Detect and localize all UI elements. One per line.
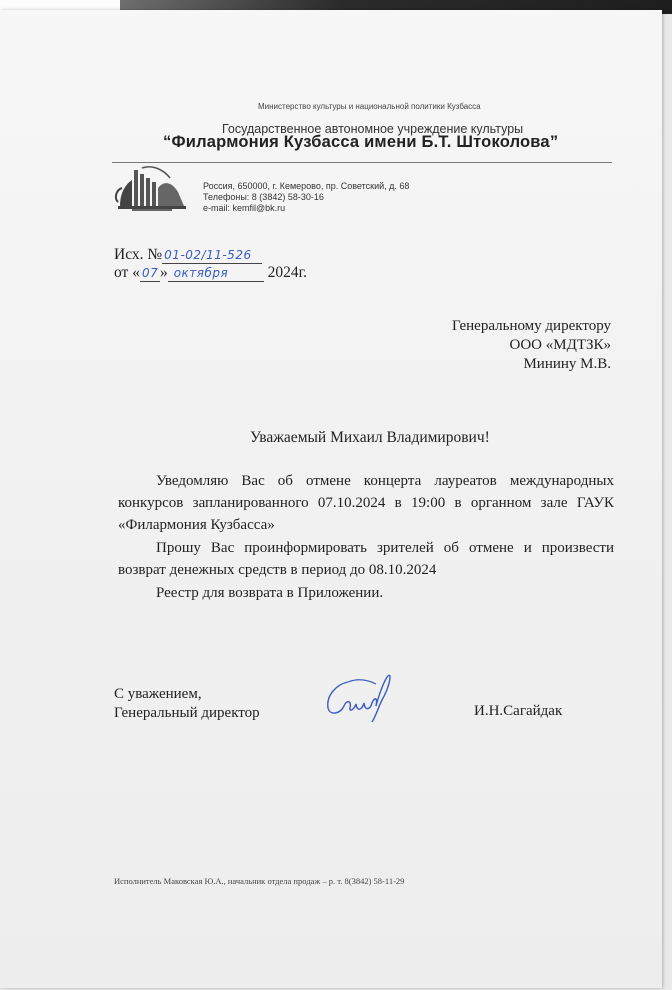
body-paragraph: Прошу Вас проинформировать зрителей об отмене и произвести возврат денежных средств в период до 08.10.2024 xyxy=(118,540,614,578)
signature-icon xyxy=(318,670,398,725)
email-line: e-mail: kemfil@bk.ru xyxy=(203,203,286,213)
outgoing-number-field xyxy=(162,246,262,264)
body-paragraph: Уведомляю Вас об отмене концерта лауреатов международных конкурсов запланированного 07.10.2024 в 19:00 в органном зале ГАУК «Филармония Кузбасса» xyxy=(118,473,614,533)
outgoing-number-label: Исх. № xyxy=(114,246,163,263)
date-year-label: 2024г. xyxy=(267,264,308,281)
address-line: Россия, 650000, г. Кемерово, пр. Советский, д. 68 xyxy=(203,181,410,191)
date-month-field xyxy=(168,264,264,282)
addressee-block xyxy=(452,317,611,374)
signer-name: И.Н.Сагайдак xyxy=(474,703,563,719)
closing-position: Генеральный директор xyxy=(114,705,260,721)
organization-name: “Филармония Кузбасса имени Б.Т. Штоколова” xyxy=(163,133,559,151)
addressee-company: ООО «МДТЗК» xyxy=(509,337,611,353)
outgoing-number-row xyxy=(114,246,307,264)
date-day-field xyxy=(140,264,160,282)
date-day-handwritten: 07 xyxy=(141,266,159,280)
reference-block xyxy=(114,246,307,282)
addressee-position: Генеральному директору xyxy=(451,318,611,334)
closing-block xyxy=(114,685,260,723)
address-block xyxy=(203,181,409,214)
executor-line: Исполнитель Маковская Ю.А., начальник отдела продаж – р. т. 8(3842) 58-11-29 xyxy=(114,876,405,886)
date-month-handwritten: октября xyxy=(173,266,229,280)
ministry-line: Министерство культуры и национальной политики Кузбасса xyxy=(258,102,481,111)
letter-greeting: Уважаемый Михаил Владимирович! xyxy=(250,429,490,446)
body-paragraph: Реестр для возврата в Приложении. xyxy=(156,585,384,601)
closing-regards: С уважением, xyxy=(114,686,202,702)
letter-sheet xyxy=(0,10,662,988)
letter-body xyxy=(118,470,614,604)
phone-line: Телефоны: 8 (3842) 58-30-16 xyxy=(203,192,324,202)
date-row xyxy=(114,264,307,282)
date-close-quote: » xyxy=(159,264,168,281)
header-divider xyxy=(182,162,612,163)
addressee-name: Минину М.В. xyxy=(523,356,611,372)
philharmonic-logo-icon xyxy=(112,162,190,214)
institution-line: Государственное автономное учреждение культуры xyxy=(222,122,524,136)
date-open-label: от « xyxy=(114,264,140,281)
outgoing-number-handwritten: 01-02/11-526 xyxy=(164,248,252,262)
